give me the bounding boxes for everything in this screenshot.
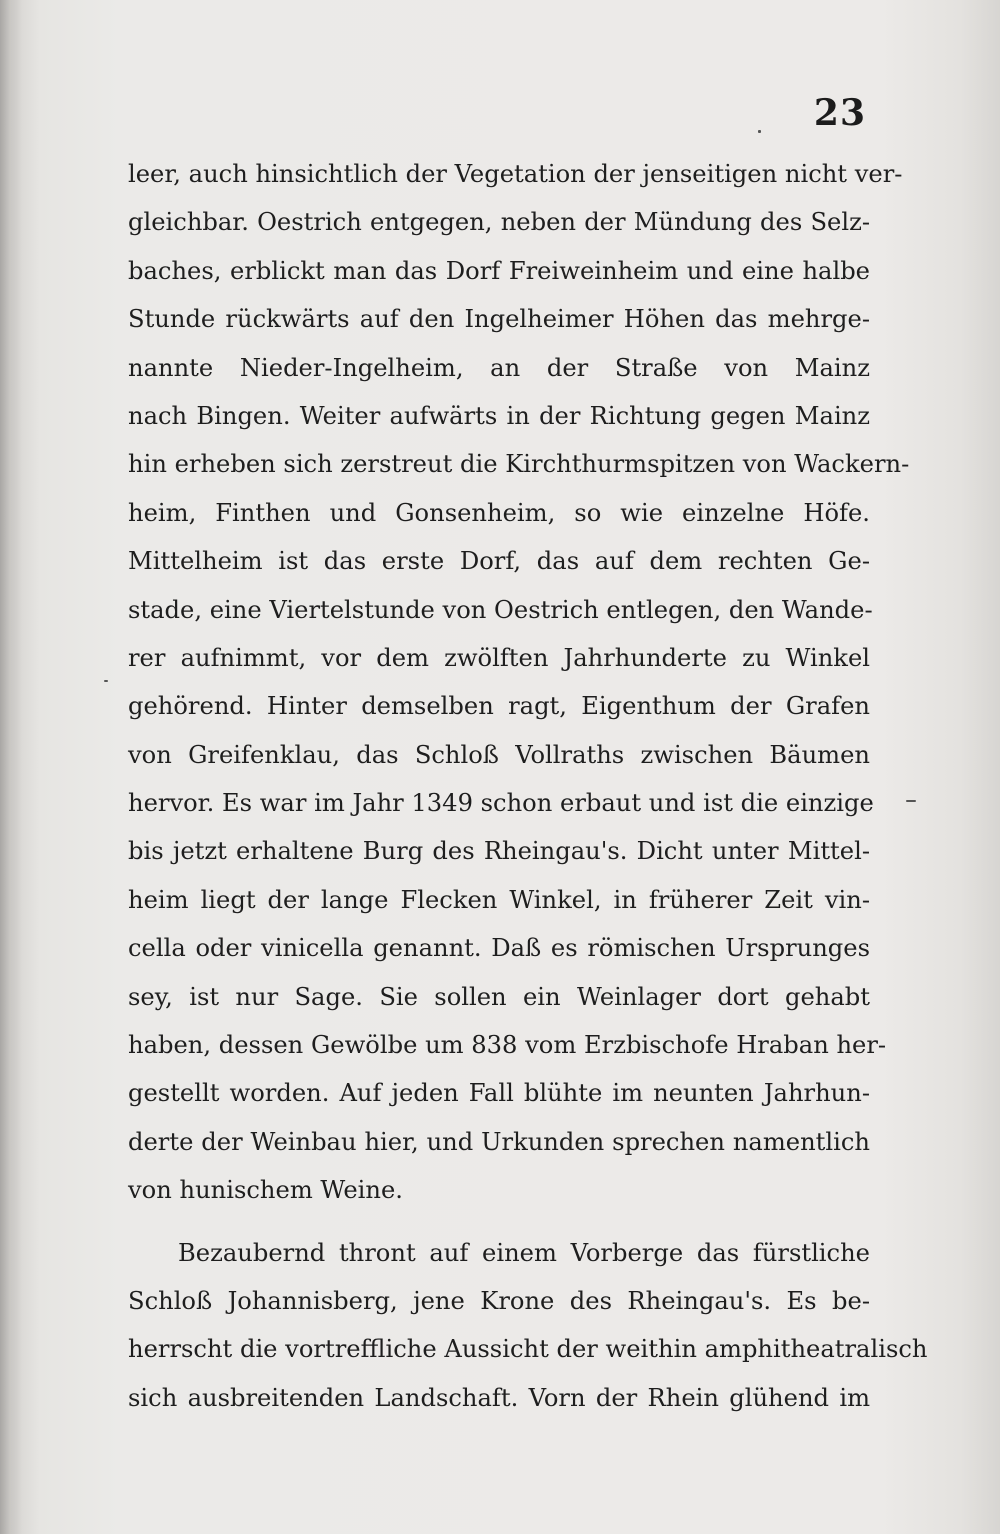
text-line: baches, erblickt man das Dorf Freiweinheim und eine halbe (128, 256, 870, 285)
text-line: gestellt worden. Auf jeden Fall blühte im neunten Jahrhun- (128, 1079, 870, 1108)
text-line: nannte Nieder-Ingelheim, an der Straße von Mainz (128, 353, 870, 382)
text-line: hin erheben sich zerstreut die Kirchthurmspitzen von Wackern- (128, 450, 910, 479)
text-line: gleichbar. Oestrich entgegen, neben der Mündung des Selz- (128, 208, 870, 237)
text-line: haben, dessen Gewölbe um 838 vom Erzbischofe Hraban her- (128, 1031, 887, 1060)
text-line: sey, ist nur Sage. Sie sollen ein Weinlager dort gehabt (128, 982, 870, 1011)
text-line: cella oder vinicella genannt. Daß es römischen Ursprunges (128, 934, 870, 963)
text-line: herrscht die vortreffliche Aussicht der weithin amphitheatralisch (128, 1335, 928, 1364)
text-line: leer, auch hinsichtlich der Vegetation der jenseitigen nicht ver- (128, 160, 903, 188)
text-line: von Greifenklau, das Schloß Vollraths zwischen Bäumen (128, 740, 870, 769)
paragraph-gap (128, 1215, 870, 1229)
gutter-shadow (0, 0, 22, 1534)
page-number: 23 (813, 92, 866, 134)
text-line: nach Bingen. Weiter aufwärts in der Richtung gegen Mainz (128, 401, 870, 430)
paragraph-1 (128, 150, 910, 1215)
text-line: Schloß Johannisberg, jene Krone des Rheingau's. Es be- (128, 1286, 870, 1315)
text-line: stade, eine Viertelstunde von Oestrich entlegen, den Wande- (128, 595, 873, 624)
text-line: bis jetzt erhaltene Burg des Rheingau's. Dicht unter Mittel- (128, 837, 870, 866)
paragraph-2 (128, 1229, 928, 1423)
text-line: gehörend. Hinter demselben ragt, Eigenthum der Grafen (128, 692, 870, 721)
paper-speck (906, 800, 916, 802)
text-line: rer aufnimmt, vor dem zwölften Jahrhunderte zu Winkel (128, 643, 870, 672)
paper-speck (104, 680, 108, 682)
text-line: heim liegt der lange Flecken Winkel, in früherer Zeit vin- (128, 885, 870, 914)
text-line: Mittelheim ist das erste Dorf, das auf dem rechten Ge- (128, 547, 870, 576)
text-line: hervor. Es war im Jahr 1349 schon erbaut und ist die einzige (128, 789, 874, 818)
text-line: heim, Finthen und Gonsenheim, so wie einzelne Höfe. (128, 498, 870, 527)
text-line: derte der Weinbau hier, und Urkunden sprechen namentlich (128, 1127, 870, 1156)
text-line: sich ausbreitenden Landschaft. Vorn der Rhein glühend im (128, 1383, 870, 1412)
body-text (128, 150, 928, 1422)
text-line: Bezaubernd thront auf einem Vorberge das fürstliche (178, 1238, 870, 1267)
paper-speck (758, 130, 761, 133)
text-line: Stunde rückwärts auf den Ingelheimer Höhen das mehrge- (128, 305, 870, 334)
text-line: von hunischem Weine. (128, 1176, 403, 1205)
